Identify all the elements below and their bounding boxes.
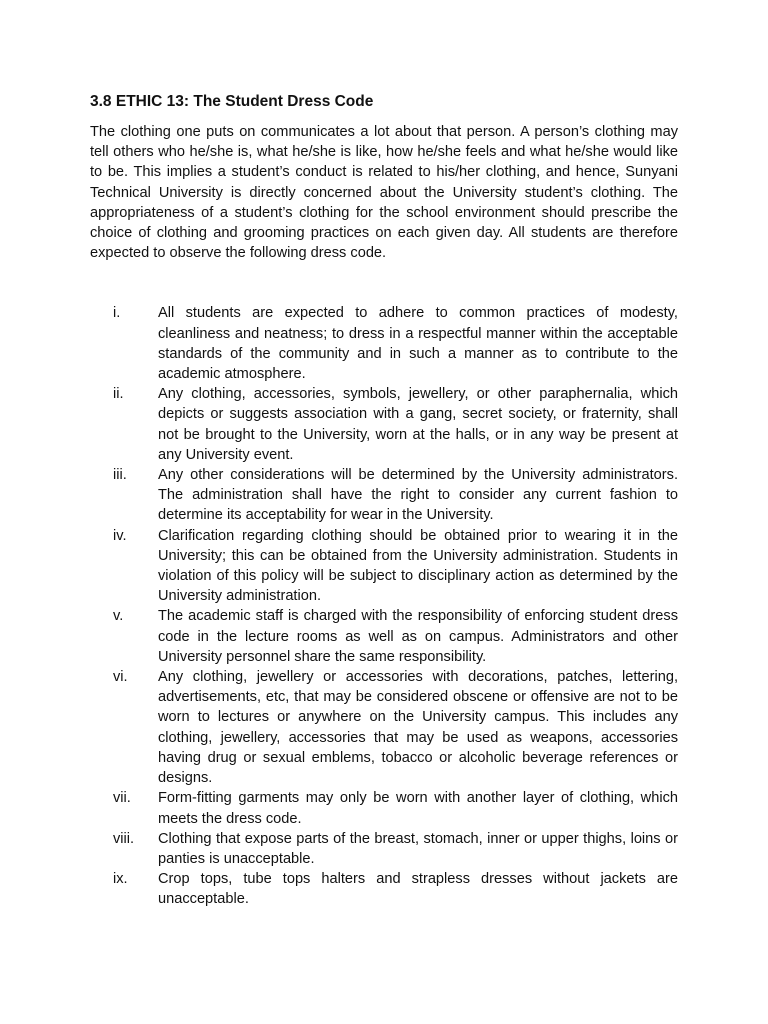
item-text: All students are expected to adhere to common practices of modesty, cleanliness and neatness; to dress in a respectful manner within the acceptable standards of the community and in such a manner as to contribute to the academic atmosphere. xyxy=(158,305,678,383)
item-number: ix. xyxy=(113,871,128,888)
section-heading: 3.8 ETHIC 13: The Student Dress Code xyxy=(90,93,374,110)
list-item xyxy=(90,526,678,607)
document-page xyxy=(90,92,678,910)
item-number: ii. xyxy=(113,386,124,403)
item-number: i. xyxy=(113,305,121,322)
item-number: iii. xyxy=(113,467,127,484)
item-number: vi. xyxy=(113,669,128,686)
item-text: Form-fitting garments may only be worn with another layer of clothing, which meets the dress code. xyxy=(158,790,678,827)
dress-code-list xyxy=(90,303,678,909)
item-text: Any clothing, jewellery or accessories with decorations, patches, lettering, advertisements, etc, that may be considered obscene or offensive are not to be worn to lectures or anywhere on the University campus. This includes any clothing, jewellery, accessories that may be used as weapons, accessories having drug or sexual emblems, tobacco or alcoholic beverage references or designs. xyxy=(158,669,678,787)
item-text: Clarification regarding clothing should be obtained prior to wearing it in the University; this can be obtained from the University administration. Students in violation of this policy will be subject to disciplinary action as determined by the University administration. xyxy=(158,527,678,605)
list-item xyxy=(90,788,678,828)
list-item xyxy=(90,465,678,526)
list-item xyxy=(90,606,678,667)
item-number: viii. xyxy=(113,830,135,847)
item-number: v. xyxy=(113,608,124,625)
item-text: Any other considerations will be determined by the University administrators. The administration shall have the right to consider any current fashion to determine its acceptability for wear in the University. xyxy=(158,467,678,524)
item-text: Crop tops, tube tops halters and strapless dresses without jackets are unacceptable. xyxy=(158,871,678,908)
intro-paragraph: The clothing one puts on communicates a lot about that person. A person’s clothing may tell others who he/she is, what he/she is like, how he/she feels and what he/she would like to be. This implies a student’s conduct is related to his/her clothing, and hence, Sunyani Technical University is directly concerned about the University student’s clothing. The appropriateness of a student’s clothing for the school environment should prescribe the choice of clothing and grooming practices on each given day. All students are therefore expected to observe the following dress code. xyxy=(90,124,678,262)
item-text: The academic staff is charged with the responsibility of enforcing student dress code in the lecture rooms as well as on campus. Administrators and other University personnel share the same responsibility. xyxy=(158,608,678,665)
list-item xyxy=(90,303,678,384)
list-item xyxy=(90,384,678,465)
list-item xyxy=(90,829,678,869)
list-item xyxy=(90,869,678,909)
item-number: iv. xyxy=(113,527,127,544)
list-item xyxy=(90,667,678,788)
item-text: Clothing that expose parts of the breast, stomach, inner or upper thighs, loins or panties is unacceptable. xyxy=(158,830,678,867)
item-number: vii. xyxy=(113,790,131,807)
item-text: Any clothing, accessories, symbols, jewellery, or other paraphernalia, which depicts or suggests association with a gang, secret society, or fraternity, shall not be brought to the University, worn at the halls, or in any way be present at any University event. xyxy=(158,386,678,463)
